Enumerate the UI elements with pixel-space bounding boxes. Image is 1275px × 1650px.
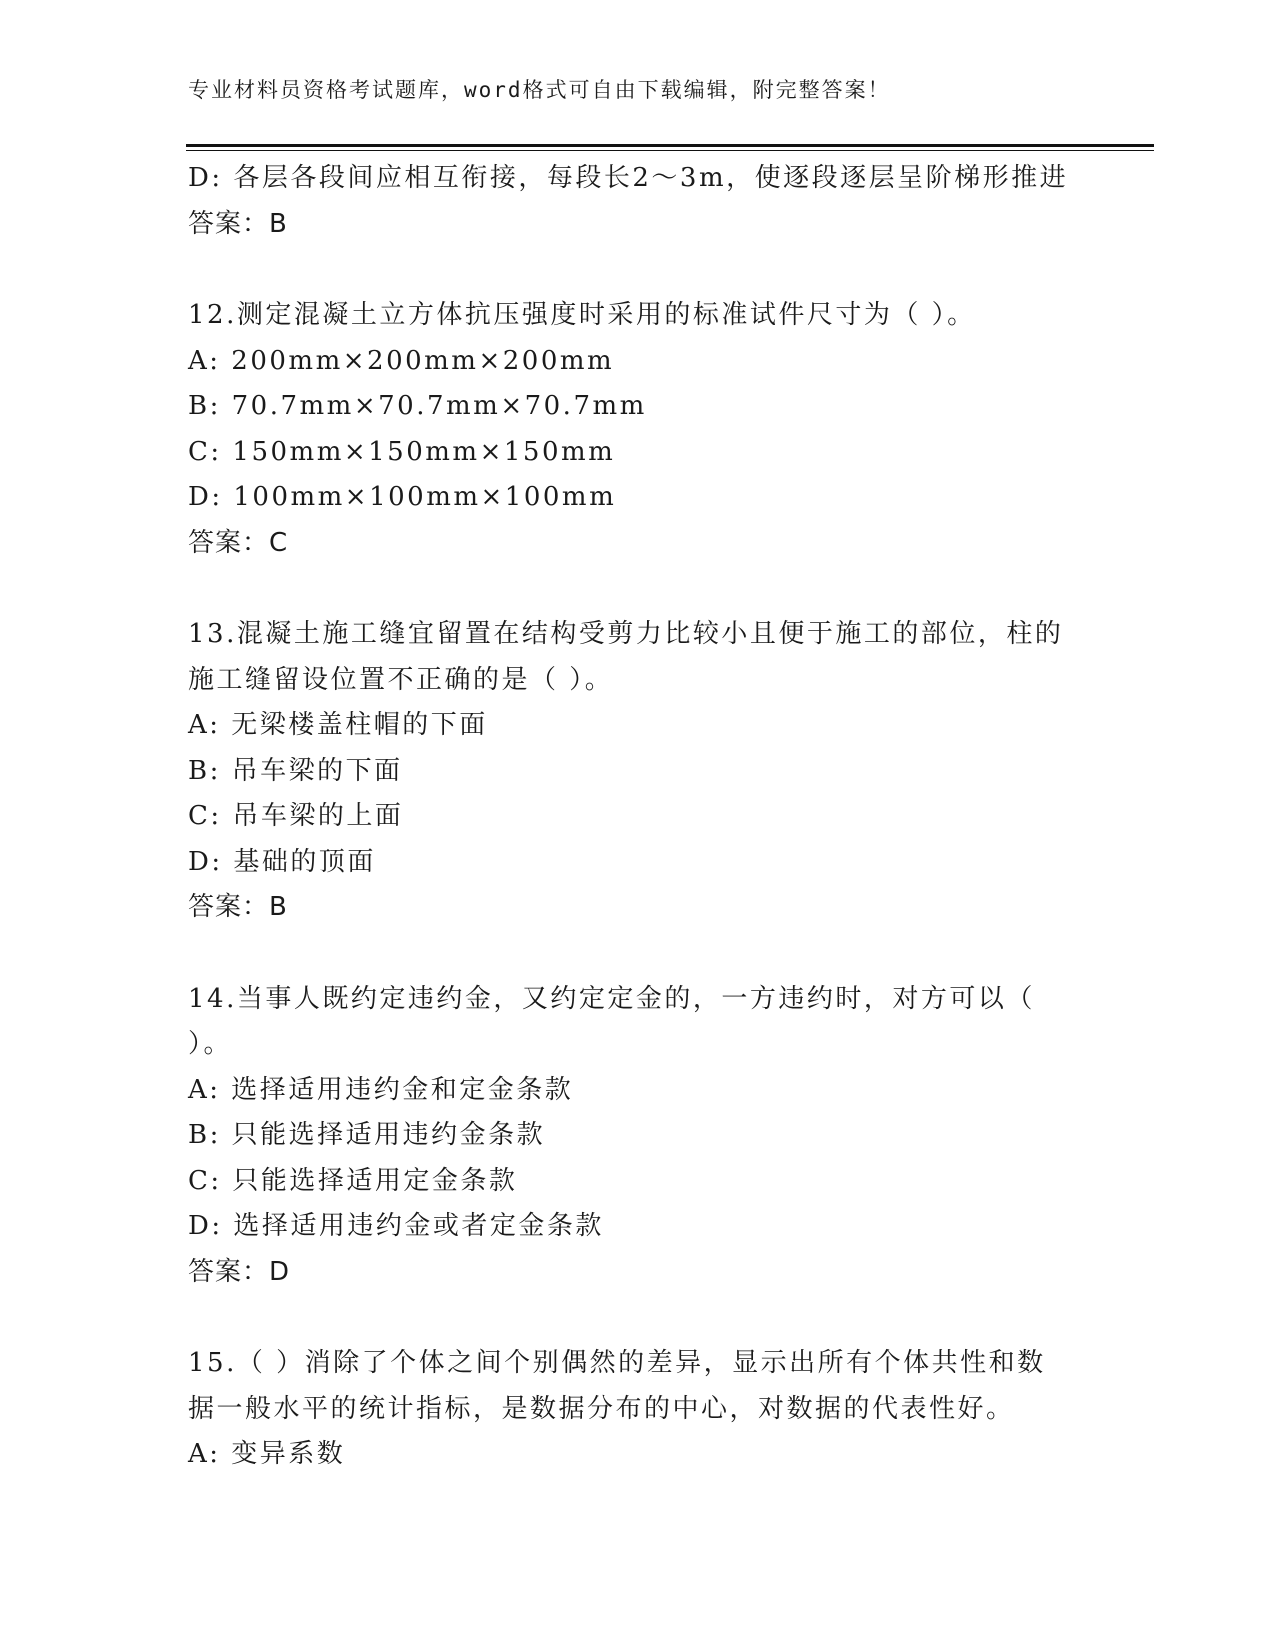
question-text-line-1: 15.（ ）消除了个体之间个别偶然的差异，显示出所有个体共性和数 bbox=[188, 1348, 1046, 1378]
option-d: D: 基础的顶面 bbox=[188, 846, 376, 877]
question-text-line-1: 14.当事人既约定违约金，又约定定金的，一方违约时，对方可以（ bbox=[188, 983, 1035, 1014]
question-text-line-1: 13.混凝土施工缝宜留置在结构受剪力比较小且便于施工的部位，柱的 bbox=[188, 619, 1064, 649]
header-rule-thin bbox=[186, 150, 1154, 151]
option-d: D: 选择适用违约金或者定金条款 bbox=[188, 1211, 604, 1241]
option-a: A: 200mm×200mm×200mm bbox=[188, 345, 615, 376]
option-a: A: 无梁楼盖柱帽的下面 bbox=[188, 710, 488, 740]
question-text-line-2: 施工缝留设位置不正确的是（ ）。 bbox=[188, 664, 614, 695]
option-d: D: 100mm×100mm×100mm bbox=[188, 482, 617, 512]
option-b: B: 70.7mm×70.7mm×70.7mm bbox=[188, 391, 647, 421]
question-12 bbox=[188, 293, 1088, 566]
question-text-line-2: 据一般水平的统计指标，是数据分布的中心，对数据的代表性好。 bbox=[188, 1393, 1015, 1424]
answer-line: 答案：D bbox=[188, 1256, 291, 1287]
question-11-tail bbox=[188, 156, 1088, 247]
spacer bbox=[188, 247, 1088, 293]
option-c: C: 150mm×150mm×150mm bbox=[188, 436, 616, 467]
option-a: A: 选择适用违约金和定金条款 bbox=[188, 1074, 574, 1105]
option-b: B: 吊车梁的下面 bbox=[188, 755, 403, 786]
option-a: A: 变异系数 bbox=[188, 1439, 346, 1469]
question-15 bbox=[188, 1341, 1088, 1478]
option-d: D: 各层各段间应相互衔接，每段长2～3m，使逐段逐层呈阶梯形推进 bbox=[188, 163, 1069, 193]
header-rule-thick bbox=[186, 144, 1154, 147]
spacer bbox=[188, 566, 1088, 612]
option-c: C: 吊车梁的上面 bbox=[188, 801, 404, 831]
question-text-line-2: ）。 bbox=[188, 1029, 233, 1059]
question-13 bbox=[188, 612, 1088, 931]
question-text: 12.测定混凝土立方体抗压强度时采用的标准试件尺寸为（ ）。 bbox=[188, 300, 976, 330]
option-c: C: 只能选择适用定金条款 bbox=[188, 1165, 518, 1196]
question-14 bbox=[188, 977, 1088, 1296]
answer-line: 答案：B bbox=[188, 208, 288, 239]
document-body bbox=[188, 156, 1088, 1478]
spacer bbox=[188, 1295, 1088, 1341]
option-b: B: 只能选择适用违约金条款 bbox=[188, 1120, 546, 1150]
answer-line: 答案：C bbox=[188, 527, 289, 558]
header-text: 专业材料员资格考试题库，word格式可自由下载编辑，附完整答案！ bbox=[188, 78, 891, 102]
answer-line: 答案：B bbox=[188, 892, 288, 922]
spacer bbox=[188, 931, 1088, 977]
